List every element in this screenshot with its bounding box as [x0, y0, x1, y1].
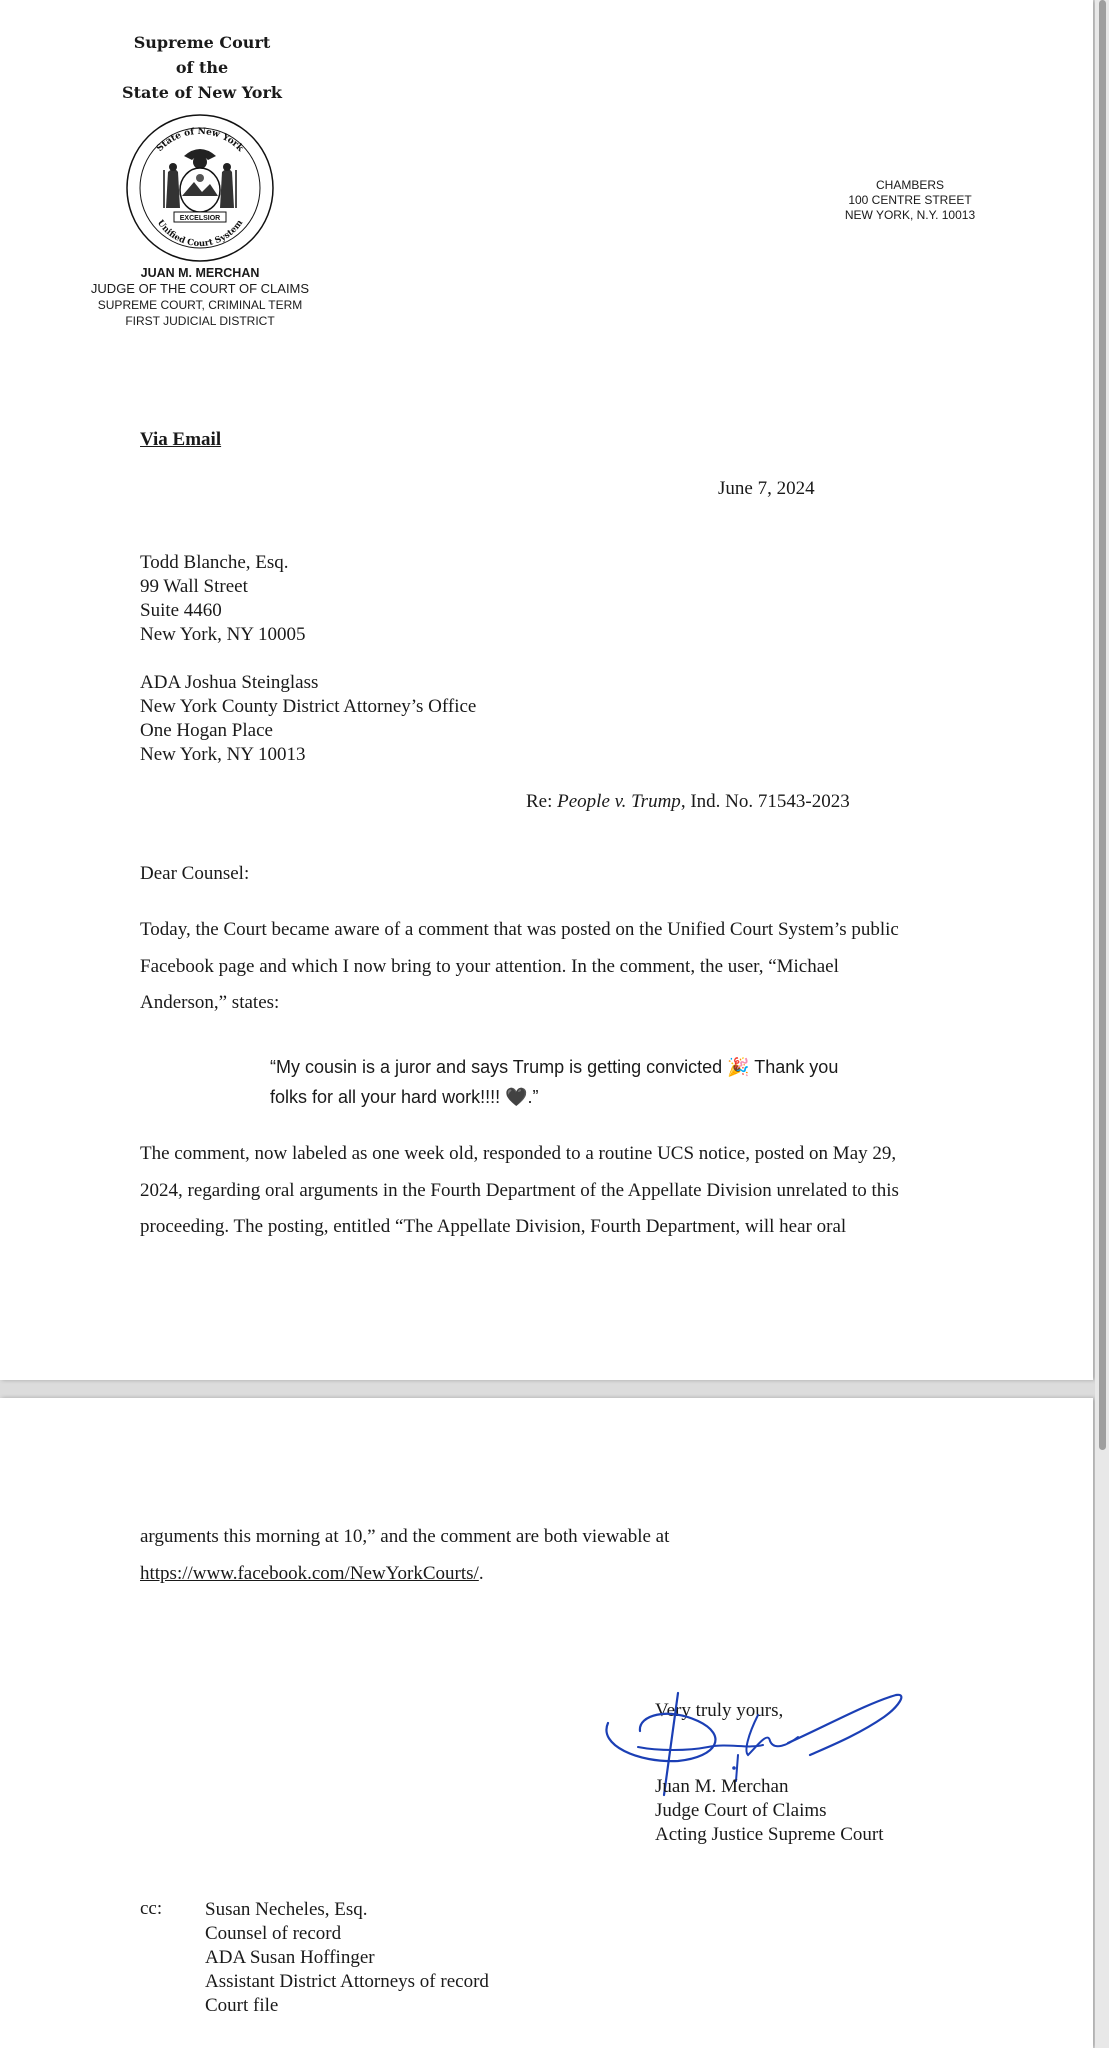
case-name: People v. Trump: [557, 791, 681, 812]
cc-label: cc:: [140, 1898, 163, 1919]
list-item: Counsel of record: [205, 1923, 342, 1944]
paragraph-1: Today, the Court became aware of a comment that was posted on the Unified Court System’s public Facebook page and which I now bring to your attention. In the comment, the user, “Michael Anderson,” states:: [140, 919, 899, 1013]
cc-list: [205, 1898, 489, 2018]
list-item: ADA Susan Hoffinger: [205, 1947, 375, 1968]
letter-page-2: [0, 1398, 1093, 2048]
chambers-address: CHAMBERS 100 CENTRE STREET NEW YORK, N.Y. 10013: [844, 178, 976, 222]
addressee-blanche: Todd Blanche, Esq. 99 Wall Street Suite 4460 New York, NY 10005: [140, 552, 306, 645]
court-seal-icon: [124, 112, 276, 264]
paragraph-3: arguments this morning at 10,” and the comment are both viewable at https://www.facebook.com/NewYorkCourts/.: [140, 1526, 670, 1584]
judge-title: JUDGE OF THE COURT OF CLAIMS: [90, 281, 310, 296]
closing: Very truly yours,: [655, 1700, 784, 1721]
addressee-steinglass: ADA Joshua Steinglass New York County District Attorney’s Office One Hogan Place New York, NY 10013: [140, 672, 477, 765]
paragraph-2: The comment, now labeled as one week old, responded to a routine UCS notice, posted on May 29, 2024, regarding oral arguments in the Fourth Department of the Appellate Division unrelated to this proceeding. The posting, entitled “The Appellate Division, Fourth Department, will hear oral: [140, 1143, 899, 1237]
judge-district: FIRST JUDICIAL DISTRICT: [125, 314, 275, 328]
judge-court: SUPREME COURT, CRIMINAL TERM: [97, 298, 303, 312]
seal-top-text: State of New York: [154, 126, 246, 154]
quoted-comment: “My cousin is a juror and says Trump is getting convicted 🎉 Thank you folks for all your hard work!!!! 🖤.”: [270, 1057, 839, 1107]
delivery-method: Via Email: [140, 429, 222, 450]
scrollbar-thumb[interactable]: [1099, 0, 1106, 1450]
signature-block: Juan M. Merchan Judge Court of Claims Acting Justice Supreme Court: [655, 1776, 884, 1845]
scrollbar[interactable]: [1095, 0, 1109, 2048]
list-item: Assistant District Attorneys of record: [205, 1971, 489, 1992]
court-title: Supreme Court of the State of New York: [122, 33, 282, 102]
facebook-link[interactable]: https://www.facebook.com/NewYorkCourts/: [140, 1562, 479, 1584]
seal-bottom-text: Unified Court System: [154, 218, 246, 250]
judge-name: JUAN M. MERCHAN: [140, 266, 260, 280]
re-line: Re: People v. Trump, Ind. No. 71543-2023: [526, 791, 850, 812]
letter-date: June 7, 2024: [718, 478, 815, 499]
list-item: Court file: [205, 1995, 279, 2016]
seal-motto: EXCELSIOR: [179, 215, 221, 222]
judge-block: [60, 265, 340, 329]
svg-text:Unified Court System: [155, 218, 245, 249]
salutation: Dear Counsel:: [140, 863, 250, 884]
list-item: Susan Necheles, Esq.: [205, 1899, 368, 1920]
